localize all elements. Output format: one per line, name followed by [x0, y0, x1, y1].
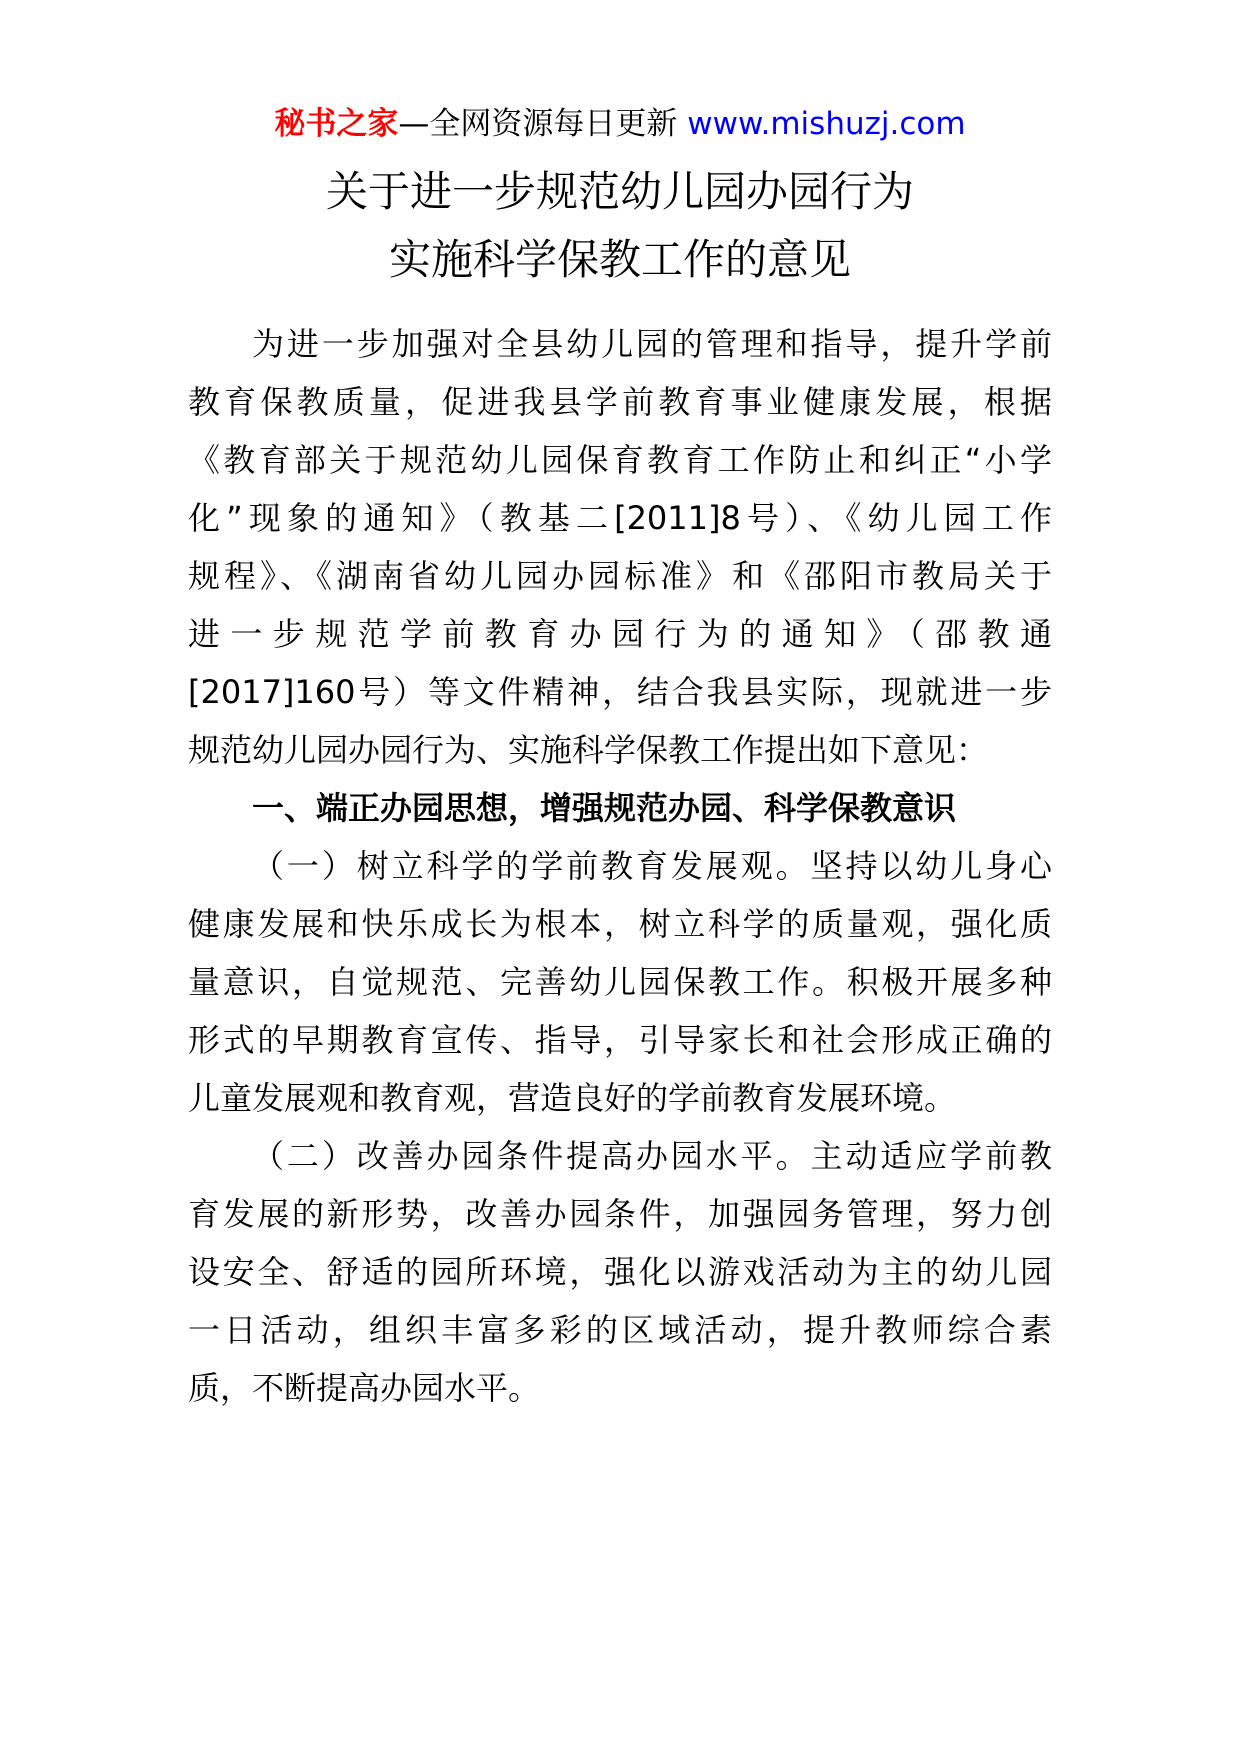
paragraph-line: 量意识，自觉规范、完善幼儿园保教工作。积极开展多种 [188, 963, 1052, 1001]
brand-name: 秘书之家 [274, 106, 399, 142]
paragraph-intro-line: 为进一步加强对全县幼儿园的管理和指导，提升学前 [252, 325, 1052, 363]
paragraph-intro-line: 化”现象的通知》（教基二[2011]8号）、《幼儿园工作 [188, 499, 1052, 537]
paragraph-line: 一日活动，组织丰富多彩的区域活动，提升教师综合素 [188, 1311, 1052, 1349]
document-title-line-2: 实施科学保教工作的意见 [388, 235, 851, 284]
paragraph-intro-line: [2017]160号）等文件精神，结合我县实际，现就进一步 [188, 673, 1052, 711]
paragraph-intro-line: 规范幼儿园办园行为、实施科学保教工作提出如下意见： [188, 731, 989, 769]
header-tagline: —全网资源每日更新 [398, 106, 678, 142]
paragraph-intro-line: 教育保教质量，促进我县学前教育事业健康发展，根据 [188, 383, 1052, 421]
paragraph-intro-line: 《教育部关于规范幼儿园保育教育工作防止和纠正“小学 [188, 441, 1052, 479]
paragraph-line: 健康发展和快乐成长为根本，树立科学的质量观，强化质 [188, 905, 1052, 943]
site-header [0, 104, 1240, 144]
paragraph-line: 儿童发展观和教育观，营造良好的学前教育发展环境。 [188, 1079, 957, 1117]
section-heading: 一、端正办园思想，增强规范办园、科学保教意识 [252, 789, 957, 827]
paragraph-line: （一）树立科学的学前教育发展观。坚持以幼儿身心 [252, 847, 1052, 885]
paragraph-intro-line: 规程》、《湖南省幼儿园办园标准》和《邵阳市教局关于 [188, 557, 1052, 595]
document-title-line-1: 关于进一步规范幼儿园办园行为 [325, 167, 914, 216]
paragraph-line: 形式的早期教育宣传、指导，引导家长和社会形成正确的 [188, 1021, 1052, 1059]
paragraph-line: 育发展的新形势，改善办园条件，加强园务管理，努力创 [188, 1195, 1052, 1233]
site-url-link[interactable]: www.mishuzj.com [687, 106, 966, 142]
paragraph-line: 设安全、舒适的园所环境，强化以游戏活动为主的幼儿园 [188, 1253, 1052, 1291]
paragraph-line: （二）改善办园条件提高办园水平。主动适应学前教 [252, 1137, 1052, 1175]
paragraph-line: 质，不断提高办园水平。 [188, 1369, 541, 1407]
paragraph-intro-line: 进一步规范学前教育办园行为的通知》（邵教通 [188, 615, 1052, 653]
